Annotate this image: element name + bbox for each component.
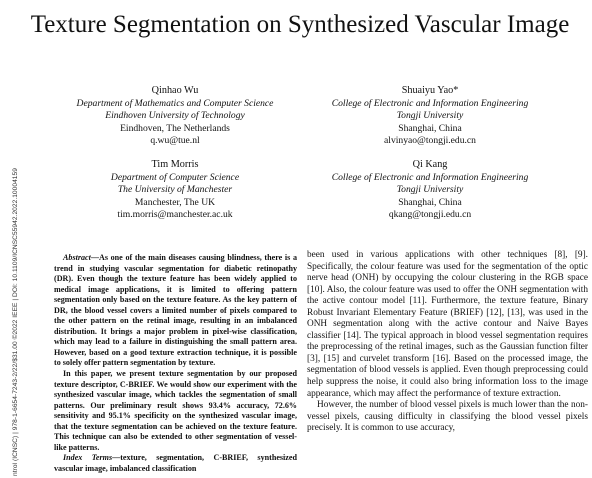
author-department: College of Electronic and Information Engineering	[331, 97, 529, 109]
doi-sidebar	[0, 0, 19, 478]
index-terms	[54, 453, 297, 474]
author-block-kang	[280, 159, 580, 222]
doi-sidebar-text: ntrol (ICNSC) | 978-1-6654-7243-2/22/$31.00 ©2022 IEEE | DOI: 10.1109/ICNSC55942.2022.10004159	[12, 168, 19, 476]
author-location: Eindhoven, The Netherlands	[120, 122, 230, 134]
author-email: qkang@tongji.edu.cn	[388, 209, 472, 221]
author-department: Department of Mathematics and Computer Science	[76, 97, 274, 109]
author-name: Qi Kang	[412, 159, 448, 170]
abstract-column	[54, 253, 297, 474]
author-department: Department of Computer Science	[110, 171, 240, 183]
author-email: tim.morris@manchester.ac.uk	[117, 209, 233, 221]
author-institution: Tongji University	[396, 110, 464, 122]
author-institution: The University of Manchester	[117, 184, 233, 196]
abstract-paragraph	[54, 253, 297, 369]
author-institution: Tongji University	[396, 184, 464, 196]
author-location: Manchester, The UK	[134, 196, 216, 208]
author-location: Shanghai, China	[398, 196, 462, 208]
author-block-wu	[60, 85, 290, 148]
author-email: alvinyao@tongji.edu.cn	[384, 135, 476, 147]
author-block-yao	[300, 85, 560, 148]
abstract-paragraph-2: In this paper, we present texture segmentation by our proposed texture descriptor, C-BRIEF. We would show our experiment with the synthesized vascular image, which tackles the segmentation of small patterns. Our preliminary result shows 93.4% accuracy, 72.6% sensitivity and 95.1% specificity on the synthesized vascular image, that the texture segmentation can be achieved on the texture feature. This technique can also be extended to other segmentation of vessel-like patterns.	[54, 369, 297, 452]
body-paragraph-2: However, the number of blood vessel pixels is much lower than the non-vessel pixels, causing difficulty in classifying the blood vessel pixels precisely. It is common to use accuracy,	[307, 400, 588, 434]
author-department: College of Electronic and Information Engineering	[331, 171, 529, 183]
body-paragraph-1: been used in various applications with other techniques [8], [9]. Specifically, the colour feature was used for the segmentation of the optic nerve head (ONH) by occupying the colour clustering in the RGB space [10]. Also, the colour feature was used to offer the ONH segmentation with the active contour model [11]. Furthermore, the texture feature, Binary Robust Invariant Elementary Feature (BRIEF) [12], [13], was used in the ONH segmentation along with the active contour and Naive Bayes classifier [14]. The typical approach in blood vessel segmentation requires the preprocessing of the retinal images, such as the Gaussian function filter [3], [15] and curvelet transform [16]. Based on the processed image, the segmentation of blood vessels is applied. Even though preprocessing could help suppress the noise, it could also bring information loss to the image appearance, which may affect the performance of texture extraction.	[307, 250, 588, 399]
body-column	[307, 250, 588, 435]
author-email: q.wu@tue.nl	[150, 135, 200, 147]
author-name: Tim Morris	[151, 159, 199, 170]
author-location: Shanghai, China	[398, 122, 462, 134]
author-block-morris	[60, 159, 290, 222]
paper-title: Texture Segmentation on Synthesized Vascular Image	[30, 11, 570, 38]
abstract-heading: Abstract	[63, 253, 91, 262]
index-terms-heading: Index Terms	[63, 453, 113, 463]
abstract-text: —As one of the main diseases causing blindness, there is a trend in studying vascular segmentation for diabetic retinopathy (DR). Even though the texture feature has been widely applied to medical image applications, it is limited to offering pattern segmentation only based on the texture feature. As the key pattern of DR, the blood vessel covers a limited number of pixels compared to the other pattern on the retinal image, resulting in an imbalanced distribution. It brings a major problem in pixel-wise classification, which may lead to a failure in distinguishing the small pattern area. However, based on a good texture extraction technique, it is possible to solely offer pattern segmentation by texture.	[54, 253, 297, 368]
index-terms-text: —texture, segmentation, C-BRIEF, synthesized vascular image, imbalanced classification	[54, 453, 297, 473]
author-name: Shuaiyu Yao*	[401, 85, 459, 96]
author-name: Qinhao Wu	[151, 85, 199, 96]
author-institution: Eindhoven University of Technology	[105, 110, 245, 122]
